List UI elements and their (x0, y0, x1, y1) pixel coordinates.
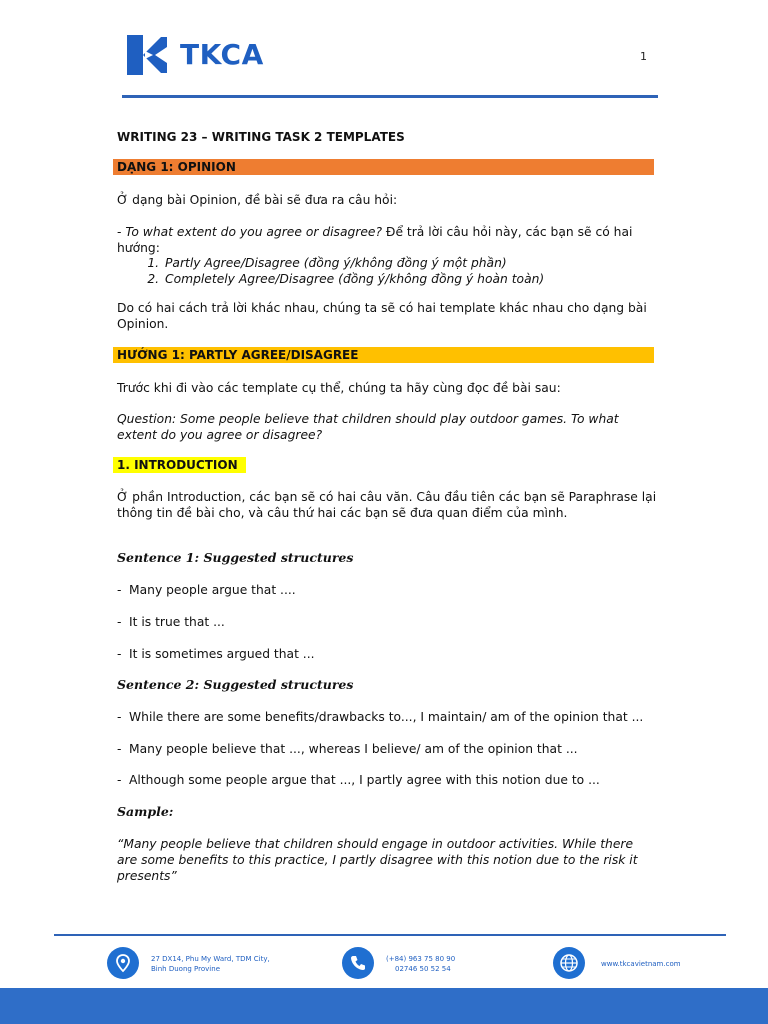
section1-note: Do có hai cách trả lời khác nhau, chúng ta sẽ có hai template khác nhau cho dạng bài Opinion. (117, 301, 647, 331)
footer-divider (54, 934, 726, 936)
globe-icon (553, 947, 585, 979)
introduction-heading: 1. INTRODUCTION (113, 457, 246, 473)
footer-bar (0, 988, 768, 1024)
list-item: - While there are some benefits/drawbacks to..., I maintain/ am of the opinion that ... (117, 710, 644, 724)
direction1-lead: Trước khi đi vào các template cụ thể, chúng ta hãy cùng đọc đề bài sau: (117, 381, 561, 395)
options-list (117, 255, 657, 287)
direction1-question: Question: Some people believe that children should play outdoor games. To what extent do you agree or disagree? (117, 412, 619, 442)
section1-question: - To what extent do you agree or disagree? Để trả lời câu hỏi này, các bạn sẽ có hai hướng: (117, 225, 633, 255)
list-item: - It is true that ... (117, 615, 225, 629)
phone-icon (342, 947, 374, 979)
section-heading-partly-agree: HƯỚNG 1: PARTLY AGREE/DISAGREE (113, 347, 654, 363)
section1-intro: Ở dạng bài Opinion, đề bài sẽ đưa ra câu hỏi: (117, 193, 398, 207)
footer-address: 27 DX14, Phu My Ward, TDM City, Binh Duong Provine (151, 955, 270, 973)
footer-website[interactable]: www.tkcavietnam.com (601, 960, 681, 968)
list-item: - Many people believe that ..., whereas I believe/ am of the opinion that ... (117, 742, 578, 756)
section-heading-opinion: DẠNG 1: OPINION (113, 159, 654, 175)
sample-heading: Sample: (117, 804, 174, 819)
option-item: 2. Completely Agree/Disagree (đồng ý/không đồng ý hoàn toàn) (163, 271, 657, 287)
sentence1-heading: Sentence 1: Suggested structures (117, 550, 354, 565)
list-item: - Although some people argue that ..., I partly agree with this notion due to ... (117, 773, 600, 787)
introduction-text: Ở phần Introduction, các bạn sẽ có hai câu văn. Câu đầu tiên các bạn sẽ Paraphrase lại thông tin đề bài cho, và câu thứ hai các bạn sẽ đưa quan điểm của mình. (117, 490, 657, 520)
header-divider (122, 95, 658, 98)
page-number: 1 (640, 50, 647, 63)
sample-text: “Many people believe that children should engage in outdoor activities. While there are some benefits to this practice, I partly disagree with this notion due to the risk it presents” (117, 837, 638, 883)
sentence2-heading: Sentence 2: Suggested structures (117, 677, 354, 692)
list-item: - It is sometimes argued that ... (117, 647, 315, 661)
tkca-logo-icon (123, 33, 167, 77)
footer-phone: (+84) 963 75 80 90 02746 50 52 54 (386, 955, 456, 973)
list-item: - Many people argue that .... (117, 583, 296, 597)
question-italic: To what extent do you agree or disagree? (125, 225, 383, 239)
option-item: 1. Partly Agree/Disagree (đồng ý/không đồng ý một phần) (163, 255, 657, 271)
logo-text: TKCA (180, 38, 264, 71)
location-pin-icon (107, 947, 139, 979)
document-title: WRITING 23 – WRITING TASK 2 TEMPLATES (117, 130, 405, 144)
